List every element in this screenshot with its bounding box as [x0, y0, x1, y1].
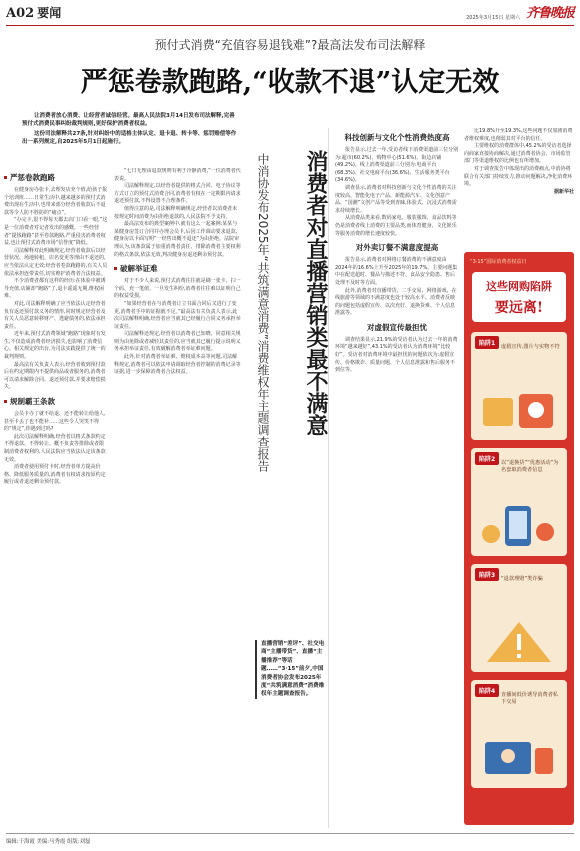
- section-name: 要闻: [37, 6, 62, 20]
- body-paragraph: 不少消费者都有这样的经历:在体验中被诱导充值,店铺却“跑路”了,退卡遥遥无期,维权困难。: [4, 278, 106, 300]
- body-paragraph: 对此,司法解释明确了应当依法认定经营者负有返还预付款义务的情形,同时规定经营者及有关人员恶意转移财产、逃避债务的,依法承担责任。: [4, 300, 106, 330]
- poster-top-label: “3·15”国际消费者权益日: [470, 259, 527, 265]
- body-paragraph: 最高法发布的典型案例中,就有这么一起案例:某某与某健身房签订合同并办理会员卡,后因工作调动要求退款,健身房以卡面写明“一经售出概不退还”为由拒绝。法院审理认为,该条款属于加重消费者责任、排除消费者主要权利的格式条款,依法无效,判决健身房退还剩余预付款。: [114, 221, 241, 258]
- poster-title-line2: 要远离!: [494, 300, 544, 316]
- body-paragraph: 对于调查报告中体现出的消费痛点,中消协将联合有关部门持续发力,推动问题解决,净化消费环境。: [464, 165, 573, 188]
- article-lead: [22, 112, 240, 148]
- page-number: A02: [6, 6, 35, 21]
- body-paragraph: “七日无理由退款规则有利于冷静消费,”一位消费者代表说。: [114, 168, 241, 182]
- body-paragraph: “办完卡,很不得每天都去店门口看一眼,”这是一位消费者对记者发出的感慨。一些经营者“提钱跑路”甚至卷款跑路,严重侵害消费者权益,也让预付式消费市场“信誉度”降低。: [4, 217, 108, 247]
- trap-tag: 陷阱4: [475, 684, 499, 697]
- lead-paragraph: 让消费者放心消费、让经营者诚信经营。最高人民法院3月14日发布司法解释,完善预付式消费民事纠纷裁判规则,更好保护消费者权益。: [22, 113, 235, 128]
- section-subhead: 对外卖订餐不满意度提高: [355, 243, 439, 253]
- article-column-2: [114, 168, 242, 823]
- poster-title-line1: 这些网购陷阱: [486, 280, 552, 293]
- feature-title: 消费者对直播营销类最不满意: [303, 150, 329, 436]
- article-subtitle: 预付式消费“充值容易退钱难”?最高法发布司法解释: [154, 38, 426, 52]
- body-paragraph: 值得注意的是,司法解释明确规定,经营者以消费者未按规定时间消费为由拒绝退款的,人民法院不予支持。: [114, 205, 238, 220]
- body-paragraph: 此次司法解释明确,经营者以格式条款约定不得退款、不得转让、概不负责等排除或者限制消费者权利的,人民法院应当依法认定该条款无效。: [4, 433, 106, 463]
- body-paragraph: 此外,针对消费者举证难、维权成本高等问题,司法解释规定,消费者可以依法申请调取经营者控制的消费记录等证据,进一步保障消费者合法权益。: [114, 354, 241, 376]
- trap-text: 直播间低价诱导消费者私下交易: [501, 692, 559, 706]
- trap-card: [471, 564, 567, 672]
- lead-paragraph: 这份司法解释共27条,针对纠纷中的适格主体认定、退卡退、转卡等、惩罚赔偿等作出一系列规定,自2025年5月1日起施行。: [22, 130, 237, 146]
- body-paragraph: 司法解释规定,以经营者提供的格式合同、电子协议等方式订立的预付式消费合同,消费者有权在一定期限内请求退还预付款,不得设置不合理条件。: [114, 183, 241, 205]
- body-paragraph: 近年来,预付式消费领域“跑路”现象时有发生,不仅造成消费者经济损失,也影响了消费信心。相关规定的出台,为司法实践提供了统一的裁判规则。: [4, 331, 106, 361]
- body-paragraph: 司法解释还规定,经营者以消费者已知晓、同意相关规则为由免除或者减轻其责任的,应当就其已履行提示说明义务承担举证责任,有效破解消费者举证难问题。: [114, 331, 241, 353]
- article-column-1: [4, 168, 108, 823]
- body-paragraph: 在健身房办张卡,去理发店充个值,给孩子报个培训班……日常生活中,越来越多的预付式消费出现在生活中,也带来部分经营者收款后不退款等令人防不胜防的“痛点”。: [4, 187, 108, 216]
- livestream-illustration-icon: [479, 736, 559, 780]
- article-headline: 严惩卷款跑路,“收款不退”认定无效: [80, 67, 500, 98]
- body-paragraph: “如果经营者在与消费者订立书面合同后又进行了变更,消费者手中的证据就不足。”最高法有关负责人表示,此次司法解释明确,经营者应当就其已经履行合同义务承担举证责任。: [114, 300, 241, 330]
- trap-card: [471, 332, 567, 440]
- body-paragraph: 从消费品类来看,数码家电、服装服饰、食品饮料等仍是消费者线上消费的主要品类,而体育健身、文化娱乐等服务消费的增长速度较快。: [335, 215, 457, 237]
- page-header: [6, 0, 574, 26]
- body-paragraph: 主要维权的消费群体中,45.2%的受访者选择向商家直接协商解决,通过消费者协会、市场监管部门等渠道维权的比例也有所增加。: [464, 143, 572, 165]
- shopping-illustration-icon: [479, 388, 559, 432]
- trap-text: 虚假宣传,图片与实物不符: [501, 344, 560, 350]
- trap-tag: 陷阱3: [475, 568, 499, 581]
- body-paragraph: 此外,消费者对直播带货、二手交易、网络游戏、在线旅游等领域的不满意度也处于较高水平。消费者反映的问题包括虚假宣传、以次充好、退换货难、个人信息泄露等。: [335, 287, 457, 317]
- section-subhead: 规制霸王条款: [4, 395, 108, 409]
- header-right: [466, 2, 574, 21]
- body-paragraph: 对于不少人来说,预付式消费往往就是刷一张卡、扫一个码、充一笔值。一旦发生纠纷,消费者往往难以证明自己的权益受损。: [114, 278, 241, 300]
- body-paragraph: 报告显示,消费者对网络订餐消费的不满意度由2024年的16.6%上升至2025年的19.7%。主要问题集中在配送超时、餐品与描述不符、食品安全隐患、售后处理不及时等方面。: [335, 257, 458, 286]
- trap-tag: 陷阱1: [475, 336, 499, 349]
- trap-card: [471, 680, 567, 788]
- trap-card: [471, 448, 567, 556]
- newspaper-logo: 齐鲁晚报: [525, 6, 574, 21]
- section-subhead: 严惩卷款跑路: [4, 171, 108, 185]
- body-paragraph: 会员卡办了就不给退、还不能转让给他人,甚至卡丢了也不能补……这些令人哭笑不得的“规定”,你遇到过吗?: [4, 411, 106, 433]
- body-paragraph: 比19.8%升至19.3%,这些问题不仅加剧消费者维权难度,也削弱其对平台的信任。: [464, 128, 573, 142]
- section-subhead: 对虚假宣传最担忧: [367, 322, 427, 332]
- feature-deck: 中消协发布2025年“共筑满意消费”消费维权年主题调查报告: [256, 153, 270, 472]
- trap-tag: 陷阱2: [475, 452, 499, 465]
- feature-note: 直播营销“差评”、社交电商“主播带货”、直播“主播推荐”等话题……“3·15”前夕,中国消费者协会发布2025年度“共筑满意消费”消费维权年主题调查报告。: [255, 640, 325, 699]
- body-paragraph: 调查显示,消费者对科技创新与文化个性消费的关注度较高。智能化电子产品、新能源汽车、文化创意产品、“国潮”文创产品等受到青睐,体验式、沉浸式消费需求持续增长。: [335, 184, 457, 214]
- byline: 据新华社: [553, 188, 574, 195]
- warning-illustration-icon: [479, 620, 559, 664]
- phone-illustration-icon: [479, 504, 559, 548]
- trap-text: 以“退换货”“优惠活动”为名套取消费者信息: [501, 460, 559, 474]
- body-paragraph: 调查结果显示,21.9%的受访者认为过去一年的消费环境“越来越好”,43.1%的受访者认为消费环境“比较好”。受访者对消费环境中最担忧的问题依次为:虚假宣传、价格欺诈、质量问题、个人信息泄露和售后服务不到位等。: [335, 336, 458, 374]
- issue-date: 2025年3月15日 星期六: [466, 15, 520, 21]
- article-column-3: [335, 128, 459, 828]
- infographic-poster: [464, 252, 574, 825]
- body-paragraph: 最高法有关负责人表示,经营者收到预付款后在约定期限内不提供商品或者服务的,消费者可以请求解除合同、退还预付款,并要求赔偿损失。: [4, 361, 106, 391]
- body-paragraph: 消费者使用预付卡时,经营者单方提高价格、降低服务质量的,消费者有权请求按原约定履行或者退还剩余预付款。: [4, 464, 106, 486]
- feature-sidebar: [249, 128, 329, 828]
- poster-banner: [472, 272, 566, 322]
- body-paragraph: 司法解释对此明确规定,经营者收款后以经营状况、场地转租、店名变更等理由不退还的,应当依法认定无效;经营者卷款跑路的,有关人员依法承担连带责任,切实维护消费者合法权益。: [4, 247, 108, 277]
- trap-text: “退款理赔”类诈骗: [501, 576, 543, 582]
- page-footer: 编辑:于海霞 美编:马秀霞 组版:刘磊: [6, 833, 574, 845]
- section-subhead: 破解举证难: [114, 262, 242, 276]
- article-column-4: [464, 128, 574, 248]
- body-paragraph: 报告显示,过去一年,受访者线下消费渠道前三位分别为:超市(60.2%)、购物中心(51.6%)、街边店铺(49.2%)。线上消费渠道前三分别为:电商平台(68.3%)、社交电商平台(36.6%)、生活服务类平台(34.6%)。: [335, 147, 459, 184]
- section-subhead: 科技创新与文化个性消费热度高: [344, 133, 450, 142]
